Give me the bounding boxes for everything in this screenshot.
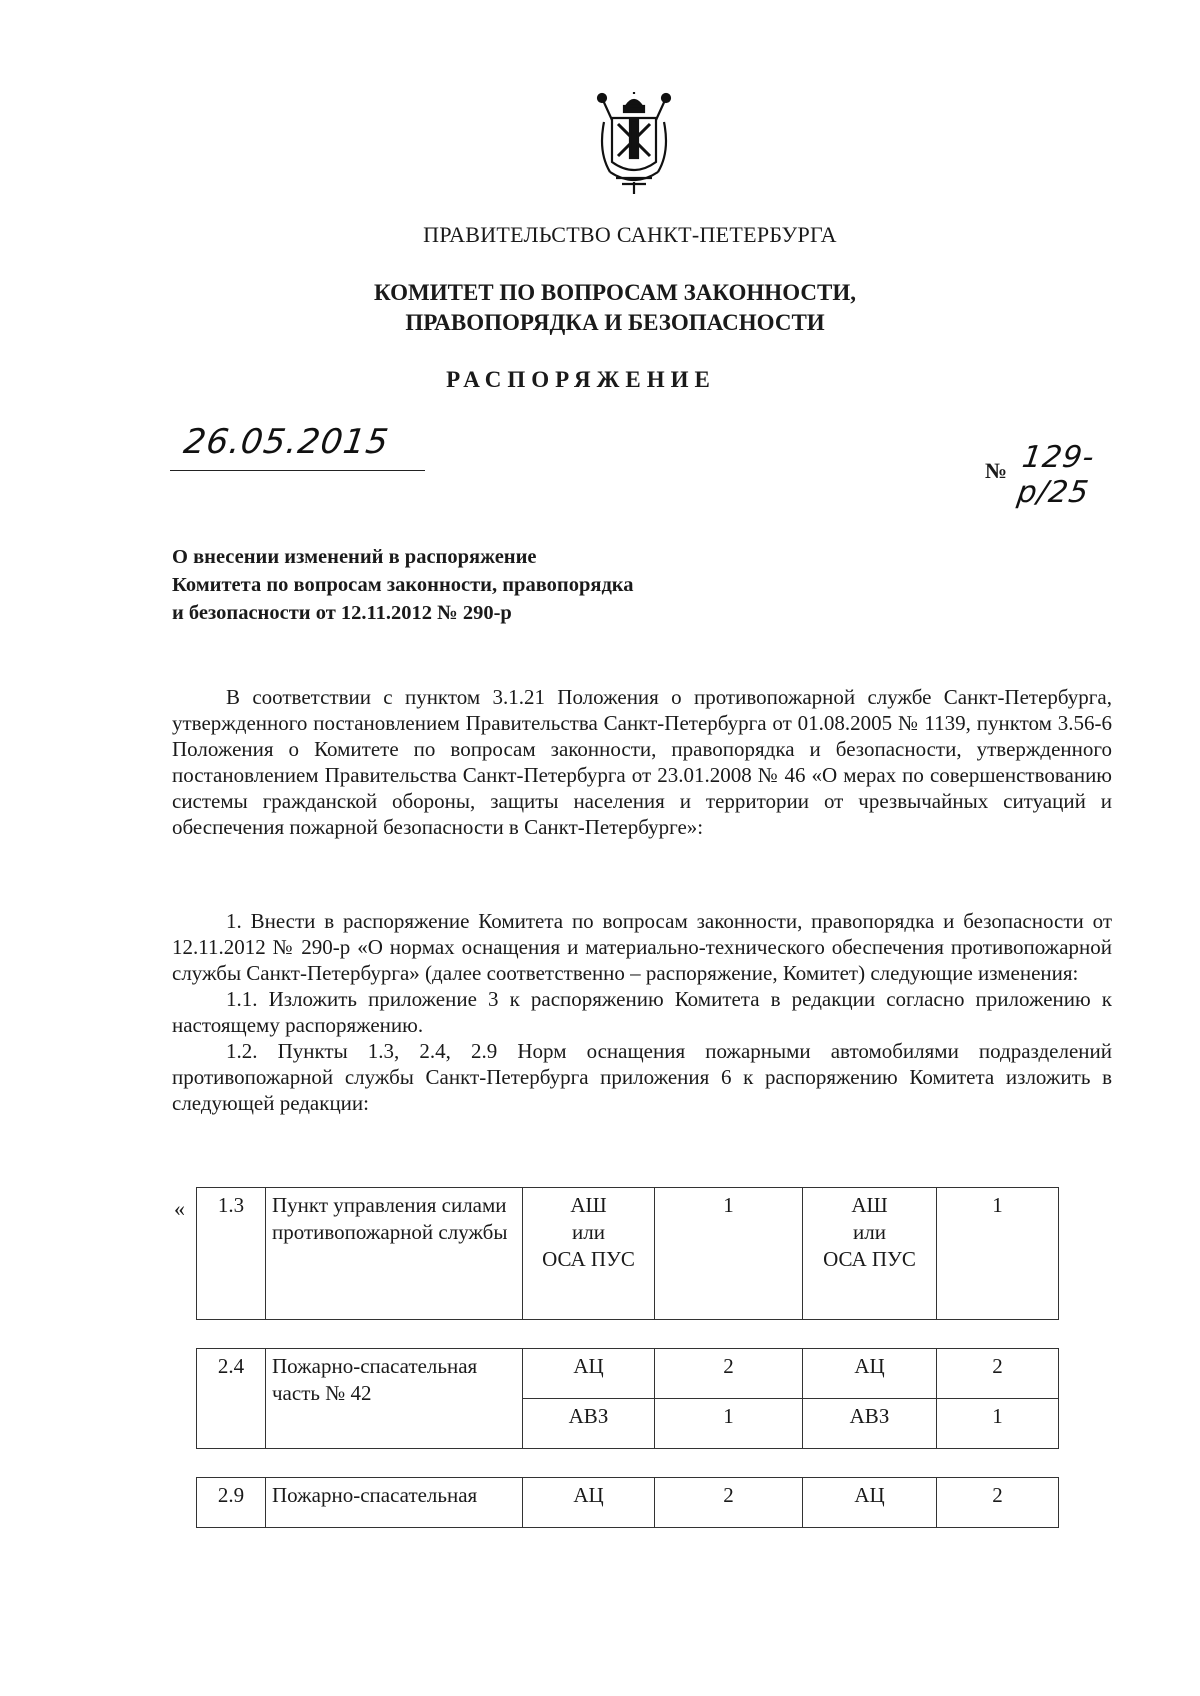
item-1-1: 1.1. Изложить приложение 3 к распоряжению Комитета в редакции согласно приложению к настоящему распоряжению. <box>172 987 1112 1037</box>
subject-line3: и безопасности от 12.11.2012 № 290-р <box>172 602 512 624</box>
table-row <box>197 1478 1059 1528</box>
table-cell-num: 2.4 <box>197 1349 266 1449</box>
preamble-text: В соответствии с пунктом 3.1.21 Положения о противопожарной службе Санкт-Петербурга, утвержденного постановлением Правительства Санкт-Петербурга от 01.08.2005 № 1139, пунктом 3.56-6 Положения о Комитете по вопросам законности, правопорядка и безопасности, утвержденного постановлением Правительства Санкт-Петербурга от 23.01.2008 № 46 «О мерах по совершенствованию системы гражданской обороны, защиты населения и территории от чрезвычайных ситуаций и обеспечения пожарной безопасности в Санкт-Петербурге»: <box>172 685 1112 839</box>
table-cell-vehicle: АВЗ <box>523 1399 655 1449</box>
table-cell-num: 2.9 <box>197 1478 266 1528</box>
table-cell-name: Пункт управления силами противопожарной службы <box>266 1188 523 1320</box>
committee-heading <box>0 278 1200 338</box>
norms-table-2-9 <box>196 1477 1059 1528</box>
handwritten-number: 129-р/25 <box>1015 440 1098 510</box>
norms-table-1-3 <box>196 1187 1059 1320</box>
number-label: № <box>985 458 1008 483</box>
table-cell-vehicle: АЦ <box>523 1349 655 1399</box>
item-1-2: 1.2. Пункты 1.3, 2.4, 2.9 Норм оснащения пожарными автомобилями подразделений противопожарной службы Санкт-Петербурга приложения 6 к распоряжению Комитета изложить в следующей редакции: <box>172 1039 1112 1115</box>
subject-line2: Комитета по вопросам законности, правопорядка <box>172 574 634 596</box>
table-cell-name: Пожарно-спасательная <box>266 1478 523 1528</box>
vehicle-line: ОСА ПУС <box>542 1247 635 1271</box>
opening-quote-mark: « <box>174 1196 185 1221</box>
table-cell-count: 2 <box>655 1349 803 1399</box>
committee-heading-line1: КОМИТЕТ ПО ВОПРОСАМ ЗАКОННОСТИ, <box>374 280 856 305</box>
preamble-paragraph <box>172 684 1112 840</box>
table-row <box>197 1349 1059 1399</box>
table-cell-count: 1 <box>937 1188 1059 1320</box>
coat-of-arms-emblem <box>596 92 672 196</box>
vehicle-line: или <box>853 1220 886 1244</box>
handwritten-date: 26.05.2015 <box>181 422 392 462</box>
vehicle-line: ОСА ПУС <box>823 1247 916 1271</box>
table-cell-count: 1 <box>937 1399 1059 1449</box>
committee-heading-line2: ПРАВОПОРЯДКА И БЕЗОПАСНОСТИ <box>405 310 825 335</box>
document-type-title: РАСПОРЯЖЕНИЕ <box>446 367 716 392</box>
table-cell-vehicle: АВЗ <box>803 1399 937 1449</box>
subject-line1: О внесении изменений в распоряжение <box>172 546 537 568</box>
table-cell-name: Пожарно-спасательная часть № 42 <box>266 1349 523 1449</box>
table-cell-count: 1 <box>655 1188 803 1320</box>
item-1: 1. Внести в распоряжение Комитета по вопросам законности, правопорядка и безопасности от 12.11.2012 № 290-р «О нормах оснащения и материально-технического обеспечения противопожарной службы Санкт-Петербурга» (далее соответственно – распоряжение, Комитет) следующие изменения: <box>172 909 1112 985</box>
table-cell-vehicle: АЦ <box>803 1478 937 1528</box>
vehicle-line: или <box>572 1220 605 1244</box>
table-cell-vehicle <box>803 1188 937 1320</box>
table-cell-count: 2 <box>655 1478 803 1528</box>
norms-table-2-4 <box>196 1348 1059 1449</box>
number-field <box>1015 438 1146 510</box>
items-block <box>172 908 1112 1116</box>
table-cell-vehicle <box>523 1188 655 1320</box>
government-heading: ПРАВИТЕЛЬСТВО САНКТ-ПЕТЕРБУРГА <box>423 222 837 247</box>
table-cell-num: 1.3 <box>197 1188 266 1320</box>
table-cell-vehicle: АЦ <box>803 1349 937 1399</box>
vehicle-line: АШ <box>570 1193 607 1217</box>
table-cell-count: 1 <box>655 1399 803 1449</box>
vehicle-line: АШ <box>851 1193 888 1217</box>
table-cell-count: 2 <box>937 1478 1059 1528</box>
table-row <box>197 1188 1059 1320</box>
document-subject <box>172 543 634 627</box>
date-field <box>170 420 425 471</box>
table-cell-vehicle: АЦ <box>523 1478 655 1528</box>
table-cell-count: 2 <box>937 1349 1059 1399</box>
